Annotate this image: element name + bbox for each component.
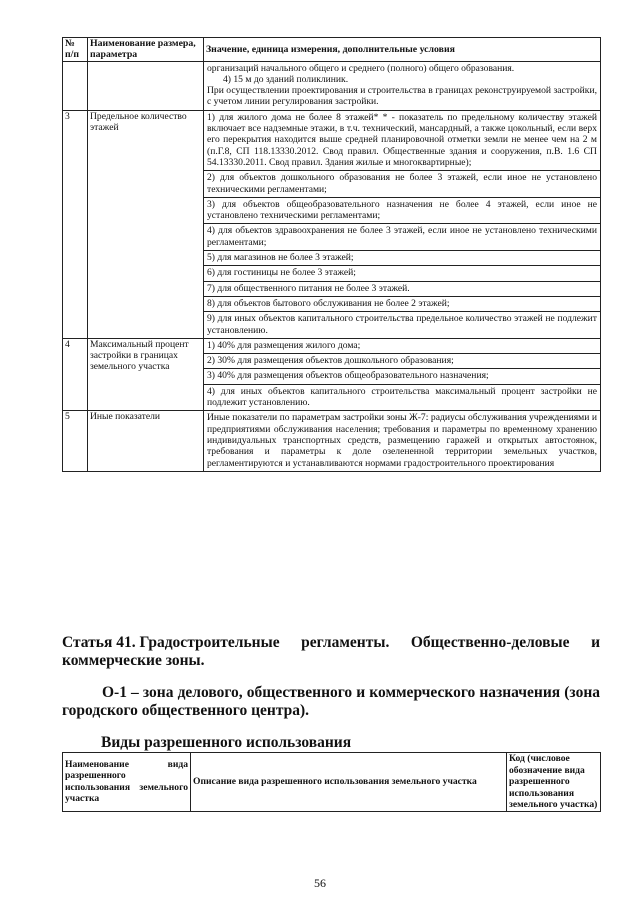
article-heading bbox=[62, 634, 600, 670]
value-line bbox=[204, 62, 600, 110]
value-line: 8) для объектов бытового обслуживания не более 2 этажей; bbox=[204, 297, 600, 312]
row-values bbox=[204, 411, 601, 471]
header-value: Значение, единица измерения, дополнительные условия bbox=[204, 38, 601, 62]
uses-header-description: Описание вида разрешенного использования земельного участка bbox=[191, 753, 507, 812]
row-name: Максимальный процент застройки в границах земельного участка bbox=[88, 338, 204, 410]
uses-header-name: Наименование вида разрешенного использования земельного участка bbox=[63, 753, 191, 812]
article-word: и bbox=[591, 634, 600, 651]
header-parameter-name: Наименование размера, параметра bbox=[88, 38, 204, 62]
uses-table bbox=[62, 752, 601, 812]
uses-header-code: Код (числовое обозначение вида разрешенного использования земельного участка) bbox=[507, 753, 601, 812]
uses-heading: Виды разрешенного использования bbox=[101, 734, 352, 751]
table-header-row bbox=[63, 38, 601, 62]
row-values bbox=[204, 61, 601, 110]
value-line: 2) 30% для размещения объектов дошкольного образования; bbox=[204, 354, 600, 369]
value-line: 4) для объектов здравоохранения не более 3 этажей, если иное не установлено техническими регламентами; bbox=[204, 224, 600, 251]
value-line: 1) 40% для размещения жилого дома; bbox=[204, 339, 600, 354]
value-line: 6) для гостиницы не более 3 этажей; bbox=[204, 266, 600, 281]
value-line: 2) для объектов дошкольного образования не более 3 этажей, если иное не установлено техническими регламентами; bbox=[204, 171, 600, 198]
value-line: 9) для иных объектов капитального строительства предельное количество этажей не подлежит установлению. bbox=[207, 313, 597, 336]
row-number bbox=[63, 61, 88, 110]
row-number: 4 bbox=[63, 338, 88, 410]
row-values bbox=[204, 110, 601, 338]
article-word: Общественно-деловые bbox=[410, 634, 570, 651]
uses-header-row bbox=[63, 753, 601, 812]
table-row bbox=[63, 338, 601, 410]
value-line: 1) для жилого дома не более 8 этажей* * - показатель по предельному количеству этажей включает все надземные этажи, в т.ч. технический, мансардный, а также цокольный, если верх его перекрытия находится выше средней планировочной отметки земли не менее чем на 2 м (п.Г.8, СП 118.13330.2012. Свод правил. Общественные здания и сооружения, п.В. 1.6 СП 54.13330.2011. Свод правил. Здания жилые и многоквартирные); bbox=[204, 111, 600, 171]
row-name: Предельное количество этажей bbox=[88, 110, 204, 338]
row-name: Иные показатели bbox=[88, 411, 204, 471]
zone-heading: О-1 – зона делового, общественного и коммерческого назначения (зона городского общественного центра). bbox=[62, 684, 600, 719]
value-line: 5) для магазинов не более 3 этажей; bbox=[204, 251, 600, 266]
article-word: Статья 41. Градостроительные bbox=[62, 634, 280, 651]
article-heading-line-2: коммерческие зоны. bbox=[62, 652, 205, 669]
table-row bbox=[63, 411, 601, 471]
value-line: Иные показатели по параметрам застройки зоны Ж-7: радиусы обслуживания учреждениями и предприятиями обслуживания населения; требования и параметры по временному хранению индивидуальных транспортных средств, размещению гаражей и открытых автостоянок, требования и параметры к доле озелененной территории земельных участков, регламентируются и устанавливаются нормами градостроительного проектирования bbox=[207, 412, 597, 469]
page-number: 56 bbox=[314, 876, 326, 890]
value-line: 4) для иных объектов капитального строительства максимальный процент застройки не подлежит установлению. bbox=[207, 385, 597, 409]
article-word: регламенты. bbox=[301, 634, 390, 651]
value-line: 3) для объектов общеобразовательного назначения не более 4 этажей, если иное не установлено техническими регламентами; bbox=[204, 198, 600, 225]
row-values bbox=[204, 338, 601, 410]
article-heading-line-1 bbox=[62, 634, 600, 652]
table-row bbox=[63, 61, 601, 110]
parameters-table bbox=[62, 37, 601, 472]
continuation-line-1: организаций начального общего и среднего (полного) общего образования. bbox=[207, 62, 515, 74]
value-line: 7) для общественного питания не более 3 этажей. bbox=[204, 282, 600, 297]
row-name bbox=[88, 61, 204, 110]
continuation-line-3: При осуществлении проектирования и строительства в границах реконструируемой застройки, с учетом линии регулирования застройки. bbox=[207, 85, 597, 108]
row-number: 3 bbox=[63, 110, 88, 338]
table-row bbox=[63, 110, 601, 338]
row-number: 5 bbox=[63, 411, 88, 471]
value-line: 3) 40% для размещения объектов общеобразовательного назначения; bbox=[204, 369, 600, 384]
header-number: № п/п bbox=[63, 38, 88, 62]
continuation-line-2: 4) 15 м до зданий поликлиник. bbox=[223, 73, 349, 85]
